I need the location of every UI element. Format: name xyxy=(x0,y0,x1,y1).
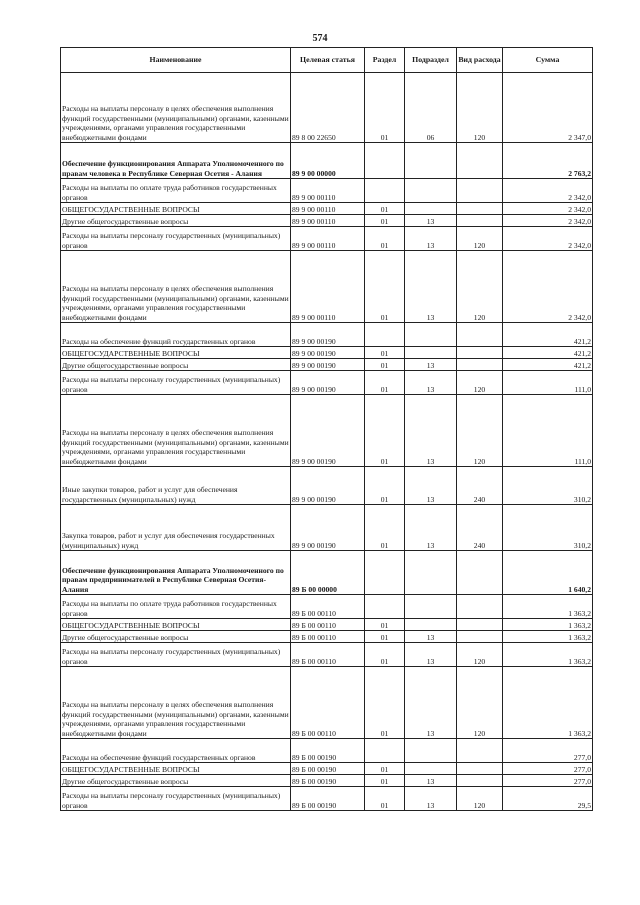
table-row xyxy=(61,619,593,631)
page-number: 574 xyxy=(312,33,328,44)
cell-sum: 421,2 xyxy=(503,347,593,359)
cell-name: Другие общегосударственные вопросы xyxy=(61,631,291,643)
cell-subsection xyxy=(405,347,457,359)
cell-sum: 2 763,2 xyxy=(503,143,593,179)
cell-section xyxy=(365,143,405,179)
header-kind: Вид расхода xyxy=(457,48,503,73)
cell-name: Расходы на выплаты персоналу в целях обеспечения выполнения функций государственными (муниципальными) органами, казенными учреждениями, органами управления государственными внебюджетными фондами xyxy=(61,395,291,467)
cell-subsection xyxy=(405,179,457,203)
cell-kind: 120 xyxy=(457,371,503,395)
cell-subsection: 13 xyxy=(405,395,457,467)
header-subsection: Подраздел xyxy=(405,48,457,73)
cell-target: 89 9 00 00110 xyxy=(291,179,365,203)
table-row xyxy=(61,595,593,619)
cell-sum: 1 363,2 xyxy=(503,631,593,643)
cell-name: Другие общегосударственные вопросы xyxy=(61,359,291,371)
cell-subsection xyxy=(405,595,457,619)
cell-section: 01 xyxy=(365,467,405,505)
cell-kind xyxy=(457,323,503,347)
cell-subsection: 13 xyxy=(405,643,457,667)
cell-section: 01 xyxy=(365,631,405,643)
table-row xyxy=(61,371,593,395)
cell-sum: 310,2 xyxy=(503,505,593,551)
cell-kind xyxy=(457,595,503,619)
header-section: Раздел xyxy=(365,48,405,73)
table-row xyxy=(61,179,593,203)
cell-sum: 2 342,0 xyxy=(503,179,593,203)
cell-name: Расходы на выплаты персоналу в целях обеспечения выполнения функций государственными (муниципальными) органами, казенными учреждениями, органами управления государственными внебюджетными фондами xyxy=(61,73,291,143)
cell-section: 01 xyxy=(365,215,405,227)
cell-subsection xyxy=(405,203,457,215)
cell-name: Расходы на выплаты персоналу государственных (муниципальных) органов xyxy=(61,643,291,667)
cell-kind xyxy=(457,203,503,215)
table-row xyxy=(61,643,593,667)
cell-subsection: 13 xyxy=(405,227,457,251)
cell-subsection xyxy=(405,763,457,775)
header-target: Целевая статья xyxy=(291,48,365,73)
cell-name: Расходы на выплаты по оплате труда работников государственных органов xyxy=(61,595,291,619)
cell-section: 01 xyxy=(365,359,405,371)
cell-target: 89 Б 00 00190 xyxy=(291,787,365,811)
cell-kind: 120 xyxy=(457,643,503,667)
cell-sum: 277,0 xyxy=(503,775,593,787)
cell-sum: 421,2 xyxy=(503,323,593,347)
cell-subsection: 13 xyxy=(405,371,457,395)
cell-target: 89 9 00 00110 xyxy=(291,203,365,215)
cell-kind xyxy=(457,551,503,595)
cell-section: 01 xyxy=(365,667,405,739)
cell-target: 89 9 00 00110 xyxy=(291,227,365,251)
cell-target: 89 9 00 00190 xyxy=(291,395,365,467)
table-row xyxy=(61,227,593,251)
cell-kind: 120 xyxy=(457,227,503,251)
table-row xyxy=(61,667,593,739)
cell-sum: 2 342,0 xyxy=(503,251,593,323)
table-row xyxy=(61,551,593,595)
cell-name: Расходы на выплаты персоналу государственных (муниципальных) органов xyxy=(61,787,291,811)
table-row xyxy=(61,73,593,143)
cell-sum: 277,0 xyxy=(503,763,593,775)
cell-name: Другие общегосударственные вопросы xyxy=(61,775,291,787)
cell-name: Иные закупки товаров, работ и услуг для обеспечения государственных (муниципальных) нужд xyxy=(61,467,291,505)
cell-target: 89 9 00 00190 xyxy=(291,371,365,395)
cell-target: 89 9 00 00190 xyxy=(291,359,365,371)
cell-name: Расходы на выплаты персоналу в целях обеспечения выполнения функций государственными (муниципальными) органами, казенными учреждениями, органами управления государственными внебюджетными фондами xyxy=(61,667,291,739)
cell-target: 89 9 00 00190 xyxy=(291,467,365,505)
cell-sum: 1 640,2 xyxy=(503,551,593,595)
cell-name: Расходы на выплаты персоналу в целях обеспечения выполнения функций государственными (муниципальными) органами, казенными учреждениями, органами управления государственными внебюджетными фондами xyxy=(61,251,291,323)
header-name: Наименование xyxy=(61,48,291,73)
cell-subsection: 13 xyxy=(405,505,457,551)
cell-sum: 2 342,0 xyxy=(503,215,593,227)
cell-section: 01 xyxy=(365,619,405,631)
cell-target: 89 Б 00 00110 xyxy=(291,643,365,667)
cell-name: ОБЩЕГОСУДАРСТВЕННЫЕ ВОПРОСЫ xyxy=(61,763,291,775)
table-row xyxy=(61,251,593,323)
cell-target: 89 9 00 00110 xyxy=(291,215,365,227)
cell-kind xyxy=(457,775,503,787)
cell-section: 01 xyxy=(365,643,405,667)
table-row xyxy=(61,631,593,643)
table-row xyxy=(61,143,593,179)
cell-section: 01 xyxy=(365,227,405,251)
cell-sum: 1 363,2 xyxy=(503,667,593,739)
cell-kind: 120 xyxy=(457,251,503,323)
cell-subsection: 13 xyxy=(405,467,457,505)
cell-subsection xyxy=(405,619,457,631)
cell-kind: 240 xyxy=(457,505,503,551)
header-sum: Сумма xyxy=(503,48,593,73)
cell-kind xyxy=(457,763,503,775)
cell-target: 89 Б 00 00190 xyxy=(291,739,365,763)
cell-section: 01 xyxy=(365,787,405,811)
cell-section: 01 xyxy=(365,371,405,395)
cell-section xyxy=(365,551,405,595)
table-row xyxy=(61,323,593,347)
cell-target: 89 Б 00 00110 xyxy=(291,667,365,739)
cell-sum: 421,2 xyxy=(503,359,593,371)
table-row xyxy=(61,467,593,505)
cell-subsection: 13 xyxy=(405,631,457,643)
cell-subsection xyxy=(405,143,457,179)
cell-name: Расходы на выплаты персоналу государственных (муниципальных) органов xyxy=(61,227,291,251)
cell-target: 89 9 00 00190 xyxy=(291,505,365,551)
cell-target: 89 9 00 00190 xyxy=(291,347,365,359)
cell-section xyxy=(365,323,405,347)
budget-table xyxy=(60,47,593,811)
table-row xyxy=(61,775,593,787)
cell-kind xyxy=(457,347,503,359)
cell-kind xyxy=(457,215,503,227)
table-row xyxy=(61,395,593,467)
cell-subsection: 13 xyxy=(405,775,457,787)
cell-name: Расходы на обеспечение функций государственных органов xyxy=(61,739,291,763)
cell-target: 89 Б 00 00190 xyxy=(291,763,365,775)
cell-section: 01 xyxy=(365,73,405,143)
cell-kind xyxy=(457,739,503,763)
cell-target: 89 9 00 00110 xyxy=(291,251,365,323)
cell-name: ОБЩЕГОСУДАРСТВЕННЫЕ ВОПРОСЫ xyxy=(61,203,291,215)
cell-sum: 277,0 xyxy=(503,739,593,763)
cell-kind xyxy=(457,619,503,631)
cell-kind: 120 xyxy=(457,787,503,811)
cell-section: 01 xyxy=(365,505,405,551)
cell-sum: 310,2 xyxy=(503,467,593,505)
cell-name: Закупка товаров, работ и услуг для обеспечения государственных (муниципальных) нужд xyxy=(61,505,291,551)
table-row xyxy=(61,359,593,371)
cell-sum: 2 342,0 xyxy=(503,227,593,251)
cell-section xyxy=(365,739,405,763)
table-row xyxy=(61,763,593,775)
cell-subsection: 13 xyxy=(405,667,457,739)
table-row xyxy=(61,347,593,359)
table-row xyxy=(61,787,593,811)
cell-subsection: 13 xyxy=(405,359,457,371)
cell-kind xyxy=(457,179,503,203)
cell-name: Расходы на выплаты персоналу государственных (муниципальных) органов xyxy=(61,371,291,395)
cell-subsection: 13 xyxy=(405,787,457,811)
cell-target: 89 Б 00 00000 xyxy=(291,551,365,595)
cell-target: 89 9 00 00190 xyxy=(291,323,365,347)
cell-section: 01 xyxy=(365,763,405,775)
cell-section: 01 xyxy=(365,251,405,323)
cell-subsection xyxy=(405,739,457,763)
cell-kind: 120 xyxy=(457,395,503,467)
cell-subsection: 13 xyxy=(405,251,457,323)
cell-section: 01 xyxy=(365,395,405,467)
cell-section: 01 xyxy=(365,203,405,215)
cell-kind: 120 xyxy=(457,667,503,739)
cell-subsection xyxy=(405,323,457,347)
cell-section xyxy=(365,179,405,203)
cell-name: ОБЩЕГОСУДАРСТВЕННЫЕ ВОПРОСЫ xyxy=(61,347,291,359)
cell-kind xyxy=(457,143,503,179)
cell-kind: 120 xyxy=(457,73,503,143)
table-header-row xyxy=(61,48,593,73)
cell-sum: 111,0 xyxy=(503,395,593,467)
cell-subsection: 06 xyxy=(405,73,457,143)
cell-sum: 1 363,2 xyxy=(503,619,593,631)
table-row xyxy=(61,215,593,227)
cell-name: Расходы на обеспечение функций государственных органов xyxy=(61,323,291,347)
cell-section xyxy=(365,595,405,619)
cell-target: 89 Б 00 00110 xyxy=(291,631,365,643)
cell-subsection xyxy=(405,551,457,595)
cell-kind xyxy=(457,631,503,643)
cell-target: 89 9 00 00000 xyxy=(291,143,365,179)
cell-subsection: 13 xyxy=(405,215,457,227)
cell-kind xyxy=(457,359,503,371)
cell-section: 01 xyxy=(365,775,405,787)
cell-sum: 2 342,0 xyxy=(503,203,593,215)
table-row xyxy=(61,505,593,551)
table-row xyxy=(61,739,593,763)
cell-target: 89 Б 00 00110 xyxy=(291,619,365,631)
cell-target: 89 Б 00 00110 xyxy=(291,595,365,619)
cell-name: Обеспечение функционирования Аппарата Уполномоченного по правам предпринимателей в Республике Северная Осетия-Алания xyxy=(61,551,291,595)
cell-kind: 240 xyxy=(457,467,503,505)
cell-sum: 2 347,0 xyxy=(503,73,593,143)
table-row xyxy=(61,203,593,215)
cell-target: 89 Б 00 00190 xyxy=(291,775,365,787)
cell-target: 89 8 00 22650 xyxy=(291,73,365,143)
table-body xyxy=(61,73,593,811)
cell-sum: 29,5 xyxy=(503,787,593,811)
cell-name: Обеспечение функционирования Аппарата Уполномоченного по правам человека в Республике Северная Осетия - Алания xyxy=(61,143,291,179)
cell-sum: 1 363,2 xyxy=(503,595,593,619)
cell-name: Расходы на выплаты по оплате труда работников государственных органов xyxy=(61,179,291,203)
cell-section: 01 xyxy=(365,347,405,359)
cell-name: ОБЩЕГОСУДАРСТВЕННЫЕ ВОПРОСЫ xyxy=(61,619,291,631)
cell-name: Другие общегосударственные вопросы xyxy=(61,215,291,227)
cell-sum: 1 363,2 xyxy=(503,643,593,667)
cell-sum: 111,0 xyxy=(503,371,593,395)
